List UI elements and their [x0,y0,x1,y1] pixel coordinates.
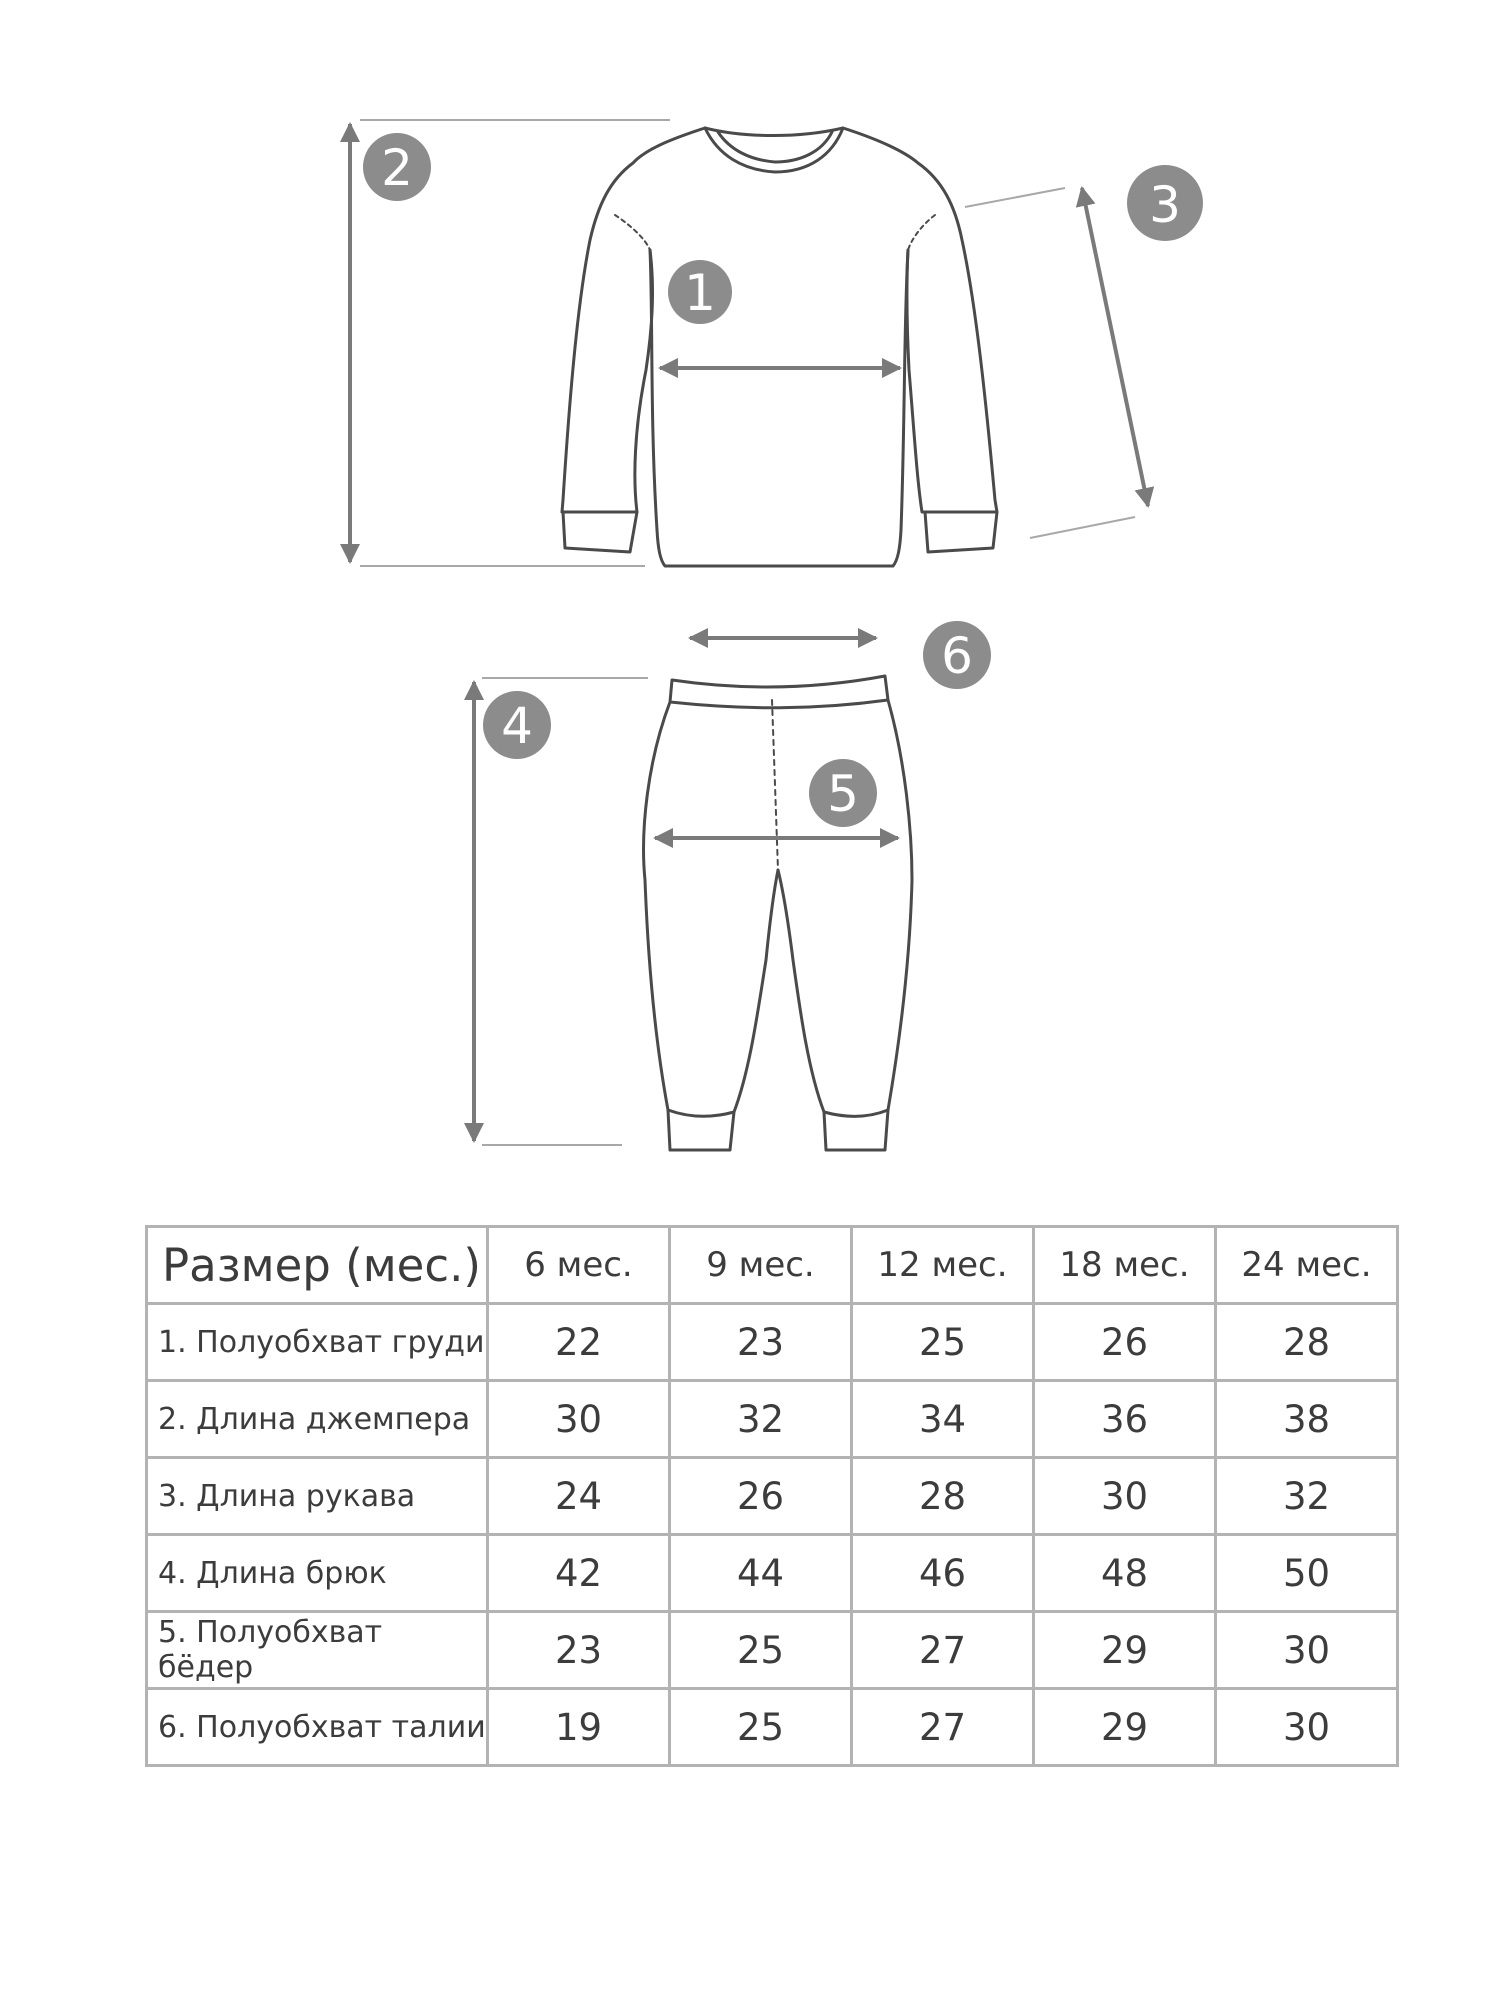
table-cell: 30 [1216,1612,1398,1689]
row-label: 6. Полуобхват талии [147,1689,488,1766]
column-header: 18 мес. [1034,1227,1216,1304]
svg-text:6: 6 [941,627,973,685]
table-cell: 27 [852,1612,1034,1689]
table-cell: 42 [488,1535,670,1612]
column-header: 12 мес. [852,1227,1034,1304]
corner-label: Размер (мес.) [147,1227,488,1304]
table-cell: 46 [852,1535,1034,1612]
table-cell: 30 [1034,1458,1216,1535]
svg-text:1: 1 [684,264,716,322]
table-cell: 29 [1034,1612,1216,1689]
table-cell: 23 [670,1304,852,1381]
table-cell: 30 [1216,1689,1398,1766]
column-header: 24 мес. [1216,1227,1398,1304]
table-cell: 28 [1216,1304,1398,1381]
svg-text:3: 3 [1149,176,1181,234]
badge-2 [363,133,431,201]
table-header-row [147,1227,1398,1304]
table-cell: 24 [488,1458,670,1535]
svg-text:5: 5 [827,765,859,823]
row-label: 1. Полуобхват груди [147,1304,488,1381]
table-row [147,1381,1398,1458]
measure-guides [360,120,1135,1145]
badge-3 [1127,165,1203,241]
row-label: 5. Полуобхват бёдер [147,1612,488,1689]
table-row [147,1612,1398,1689]
table-cell: 28 [852,1458,1034,1535]
row-label: 3. Длина рукава [147,1458,488,1535]
svg-text:2: 2 [381,139,413,197]
pants-outline [644,676,912,1150]
table-cell: 48 [1034,1535,1216,1612]
row-label: 2. Длина джемпера [147,1381,488,1458]
table-cell: 22 [488,1304,670,1381]
table-cell: 19 [488,1689,670,1766]
column-header: 9 мес. [670,1227,852,1304]
table-cell: 50 [1216,1535,1398,1612]
table-cell: 38 [1216,1381,1398,1458]
table-cell: 29 [1034,1689,1216,1766]
badge-1 [668,260,732,324]
badge-6 [923,621,991,689]
svg-text:4: 4 [501,697,533,755]
table-cell: 26 [1034,1304,1216,1381]
table-cell: 44 [670,1535,852,1612]
table-cell: 23 [488,1612,670,1689]
row-label: 4. Длина брюк [147,1535,488,1612]
size-table [145,1225,1399,1767]
table-cell: 36 [1034,1381,1216,1458]
table-cell: 25 [852,1304,1034,1381]
table-row [147,1689,1398,1766]
table-row [147,1535,1398,1612]
table-cell: 32 [670,1381,852,1458]
table-row [147,1458,1398,1535]
badge-4 [483,691,551,759]
table-cell: 34 [852,1381,1034,1458]
measure-arrows [350,124,1148,1141]
column-header: 6 мес. [488,1227,670,1304]
table-row [147,1304,1398,1381]
table-cell: 25 [670,1612,852,1689]
table-cell: 26 [670,1458,852,1535]
table-cell: 32 [1216,1458,1398,1535]
table-cell: 30 [488,1381,670,1458]
badge-5 [809,759,877,827]
table-cell: 27 [852,1689,1034,1766]
arrow-sleeve-length [1082,188,1148,506]
table-cell: 25 [670,1689,852,1766]
sweater-outline [562,128,997,566]
